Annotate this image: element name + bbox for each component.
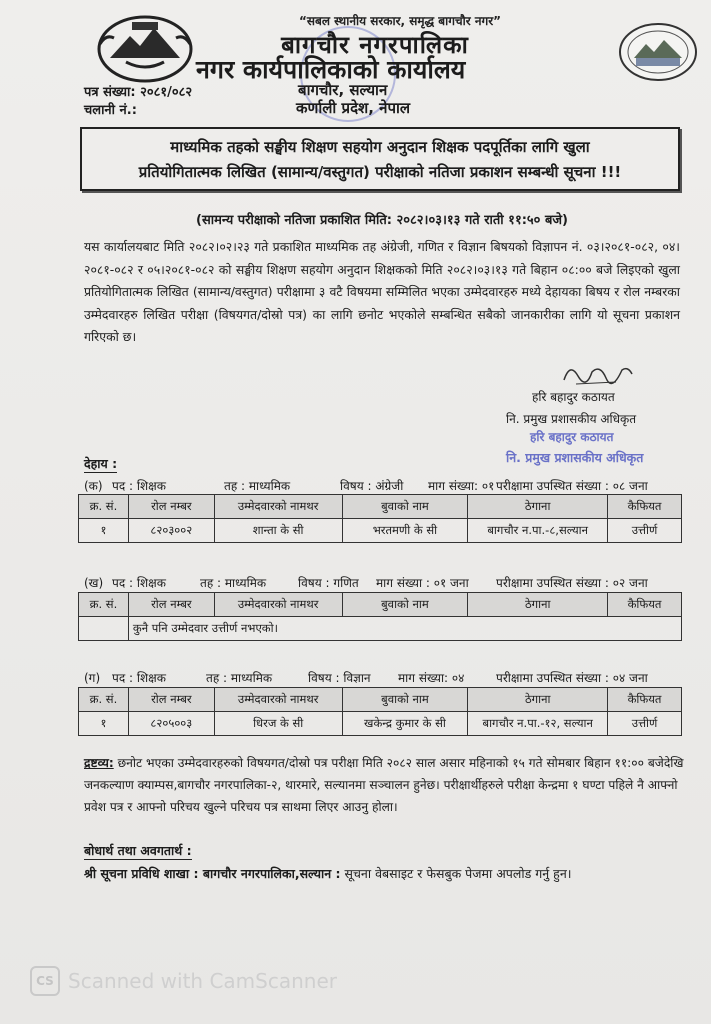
info-line: [84, 865, 572, 882]
section-label: (ग): [84, 671, 101, 685]
section-subject: विषय : गणित: [298, 576, 359, 590]
bodhartha-heading: बोधार्थ तथा अवगतार्थ :: [84, 843, 192, 858]
dispatch-number: चलानी नं.:: [84, 103, 137, 118]
section-post: पद : शिक्षक: [112, 576, 166, 590]
nepal-emblem-logo: [96, 14, 194, 84]
publish-date: (सामन्य परीक्षाको नतिजा प्रकाशित मिति: २०८२।०३।१३ गते राती ११:५० बजे): [196, 213, 568, 228]
section-demand: माग संख्या : ०१ जना: [376, 576, 469, 590]
stamp-name: हरि बहादुर कठायत: [530, 430, 614, 444]
motto: “सबल स्थानीय सरकार, समृद्ध बागचौर नगर”: [298, 14, 502, 28]
section-label: (ख): [84, 576, 104, 590]
col-father: बुवाको नाम: [342, 593, 468, 617]
org-name: बागचौर नगरपालिका: [281, 31, 469, 59]
section-subject: विषय : अंग्रेजी: [340, 479, 404, 493]
col-roll: रोल नम्बर: [128, 593, 214, 617]
col-roll: रोल नम्बर: [128, 495, 214, 519]
section-ka-header: [84, 477, 684, 493]
col-roll: रोल नम्बर: [128, 688, 214, 712]
notice-title-line2: प्रतियोगितात्मक लिखित (सामान्य/वस्तुगत) परीक्षाको नतिजा प्रकाशन सम्बन्धी सूचना !!!: [138, 163, 622, 181]
col-remark: कैफियत: [608, 688, 682, 712]
signature-scribble: [556, 358, 636, 388]
cell-sn: [79, 617, 129, 641]
note-label: द्रष्टव्य:: [84, 756, 114, 770]
col-father: बुवाको नाम: [342, 688, 468, 712]
col-address: ठेगाना: [468, 495, 608, 519]
dehay-heading: देहाय :: [84, 456, 118, 471]
result-table-math: [78, 592, 682, 641]
info-instruction: सूचना वेबसाइट र फेसबुक पेजमा अपलोड गर्नु हुन।: [344, 866, 572, 881]
cell-roll: ८२०५००३: [128, 712, 214, 736]
section-present: परीक्षामा उपस्थित संख्या : ०४ जना: [496, 671, 648, 685]
table-header-row: [79, 593, 682, 617]
cell-sn: १: [79, 519, 129, 543]
col-remark: कैफियत: [608, 495, 682, 519]
body-paragraph: यस कार्यालयबाट मिति २०८२।०२।२३ गते प्रकाशित माध्यमिक तह अंग्रेजी, गणित र विज्ञान बिषयको विज्ञापन नं. ०३।२०८१-०८२, ०४।२०८१-०८२ र ०५।२०८१-०८२ को सङ्घीय शिक्षण सहयोग अनुदान शिक्षकको मिति २०८२।०३।१३ गते बिहान ०८:०० बजे लिइएको खुला प्रतियोगितात्मक लिखित (सामान्य/वस्तुगत) परीक्षामा ३ वटै विषयमा सम्मिलित भएका उम्मेदवारहरु मध्ये देहायका बिषय र रोल नम्बरका उम्मेदवारहरु लिखित परीक्षा (विषयगत/दोस्रो पत्र) का लागि छनोट भएकोले सम्बन्धित सबैको जानकारीका लागि यो सूचना प्रकाशन गरिएको छ।: [84, 239, 680, 344]
cell-address: बागचौर न.पा.-८,सल्यान: [468, 519, 608, 543]
section-demand: माग संख्या: ०१: [428, 479, 495, 493]
col-address: ठेगाना: [468, 688, 608, 712]
camscanner-watermark: [30, 966, 337, 996]
section-level: तह : माध्यमिक: [224, 479, 291, 493]
signatory-title: नि. प्रमुख प्रशासकीय अधिकृत: [506, 412, 637, 426]
section-subject: विषय : विज्ञान: [308, 671, 371, 685]
section-post: पद : शिक्षक: [112, 479, 166, 493]
col-address: ठेगाना: [468, 593, 608, 617]
table-row: [79, 519, 682, 543]
table-header-row: [79, 495, 682, 519]
info-branch: श्री सूचना प्रविधि शाखा : बागचौर नगरपालिका,सल्यान :: [84, 866, 341, 881]
notice-title-box: [80, 127, 680, 191]
section-level: तह : माध्यमिक: [200, 576, 267, 590]
table-row: [79, 617, 682, 641]
camscanner-icon: CS: [30, 966, 60, 996]
stamp-title: नि. प्रमुख प्रशासकीय अधिकृत: [506, 450, 644, 465]
col-sn: क्र. सं.: [79, 593, 129, 617]
office-name: नगर कार्यपालिकाको कार्यालय: [196, 55, 466, 84]
cell-remark: उत्तीर्ण: [608, 712, 682, 736]
result-table-english: [78, 494, 682, 543]
cell-address: बागचौर न.पा.-१२, सल्यान: [468, 712, 608, 736]
col-name: उम्मेदवारको नामथर: [214, 495, 342, 519]
col-sn: क्र. सं.: [79, 495, 129, 519]
cell-father: भरतमणी के सी: [342, 519, 468, 543]
section-present: परीक्षामा उपस्थित संख्या : ०८ जना: [496, 479, 648, 493]
cell-sn: १: [79, 712, 129, 736]
municipality-seal-logo: [618, 22, 698, 82]
cell-father: खकेन्द्र कुमार के सी: [342, 712, 468, 736]
reference-number: पत्र संख्या: २०८१/०८२: [84, 85, 193, 100]
province: कर्णाली प्रदेश, नेपाल: [296, 99, 411, 117]
col-name: उम्मेदवारको नामथर: [214, 593, 342, 617]
cell-remark: उत्तीर्ण: [608, 519, 682, 543]
note-paragraph: [84, 752, 684, 818]
notice-title-line1: माध्यमिक तहको सङ्घीय शिक्षण सहयोग अनुदान शिक्षक पदपूर्तिका लागि खुला: [170, 138, 590, 156]
note-text: छनोट भएका उम्मेदवारहरुको विषयगत/दोस्रो पत्र परीक्षा मिति २०८२ साल असार महिनाको १५ गते सोमबार बिहान ११:०० बजेदेखि जनकल्याण क्याम्पस,बागचौर नगरपालिका-२, थारमारे, सल्यानमा सञ्चालन हुनेछ। परीक्षार्थीहरुले परीक्षा केन्द्रमा १ घण्टा पहिले नै आफ्नो प्रवेश पत्र र आफ्नो परिचय खुल्ने परिचय पत्र साथमा लिएर आउनु होला।: [84, 756, 684, 814]
cell-name: धिरज के सी: [214, 712, 342, 736]
section-ga-header: [84, 669, 684, 685]
section-post: पद : शिक्षक: [112, 671, 166, 685]
table-row: [79, 712, 682, 736]
section-label: (क): [84, 479, 103, 493]
col-remark: कैफियत: [608, 593, 682, 617]
watermark-text: Scanned with CamScanner: [68, 969, 337, 993]
signatory-name: हरि बहादुर कठायत: [532, 390, 615, 404]
col-sn: क्र. सं.: [79, 688, 129, 712]
result-table-science: [78, 687, 682, 736]
col-name: उम्मेदवारको नामथर: [214, 688, 342, 712]
section-demand: माग संख्या: ०४: [398, 671, 465, 685]
no-pass-message: कुनै पनि उम्मेदवार उत्तीर्ण नभएको।: [128, 617, 681, 641]
cell-roll: ८२०३००२: [128, 519, 214, 543]
table-header-row: [79, 688, 682, 712]
section-kha-header: [84, 574, 684, 590]
section-level: तह : माध्यमिक: [206, 671, 273, 685]
col-father: बुवाको नाम: [342, 495, 468, 519]
section-present: परीक्षामा उपस्थित संख्या : ०२ जना: [496, 576, 648, 590]
cell-name: शान्ता के सी: [214, 519, 342, 543]
location: बागचौर, सल्यान: [298, 81, 388, 99]
